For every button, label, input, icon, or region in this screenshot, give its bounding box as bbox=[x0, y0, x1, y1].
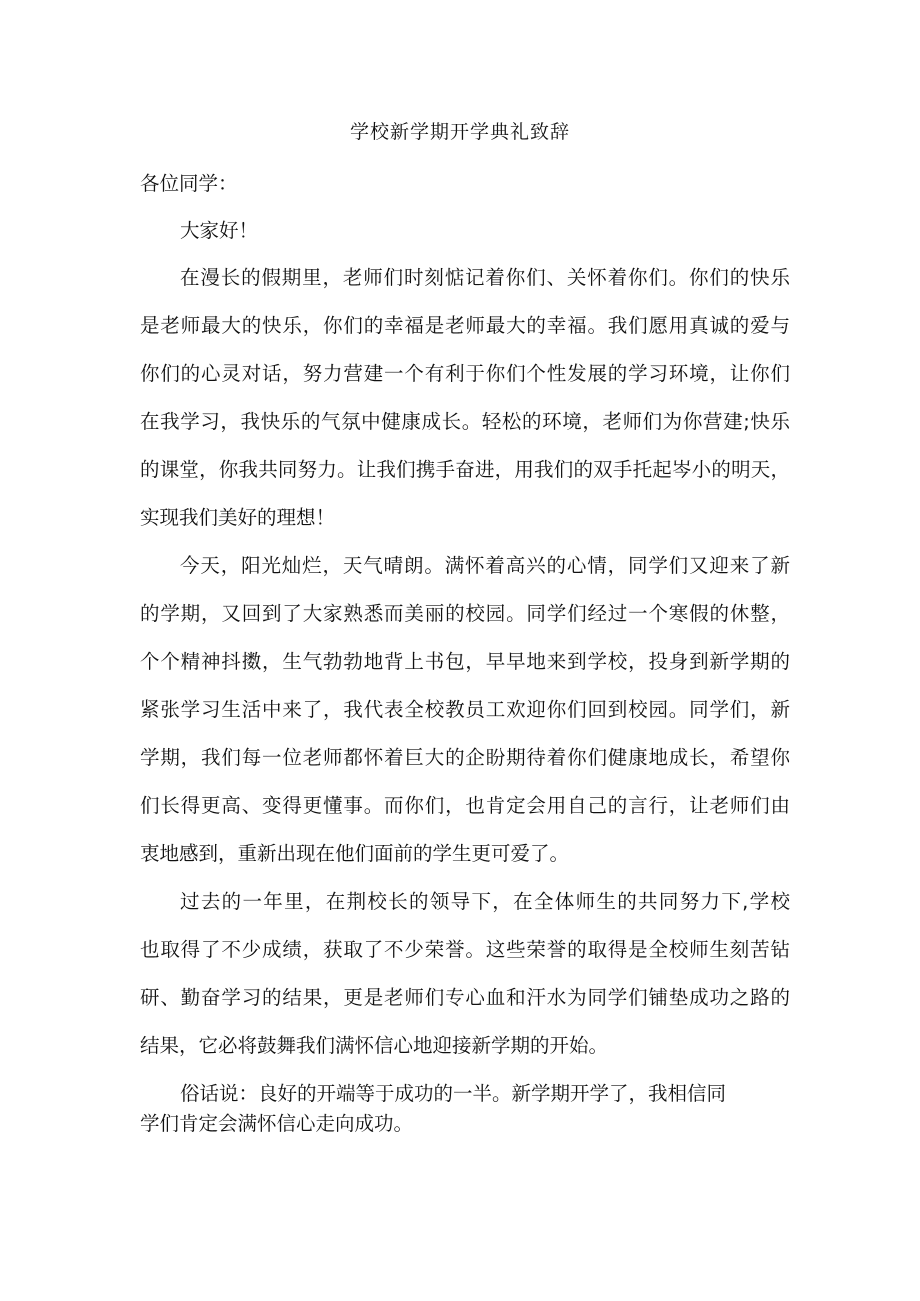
paragraph-line: 紧张学习生活中来了，我代表全校教员工欢迎你们回到校园。同学们，新 bbox=[140, 698, 790, 721]
paragraph-line: 研、勤奋学习的结果，更是老师们专心血和汗水为同学们铺垫成功之路的 bbox=[140, 986, 790, 1009]
paragraph-line: 结果，它必将鼓舞我们满怀信心地迎接新学期的开始。 bbox=[140, 1034, 609, 1057]
paragraph-line: 个个精神抖擞，生气勃勃地背上书包，早早地来到学校，投身到新学期的 bbox=[140, 650, 790, 673]
paragraph-line: 你们的心灵对话，努力营建一个有利于你们个性发展的学习环境，让你们 bbox=[140, 362, 790, 385]
paragraph-line: 今天，阳光灿烂，天气晴朗。满怀着高兴的心情，同学们又迎来了新 bbox=[180, 554, 790, 577]
paragraph-line: 过去的一年里，在荆校长的领导下，在全体师生的共同努力下,学校 bbox=[180, 890, 790, 913]
salutation: 各位同学： bbox=[140, 172, 238, 195]
paragraph-line: 的课堂，你我共同努力。让我们携手奋进，用我们的双手托起岑小的明天， bbox=[140, 458, 790, 481]
paragraph-line: 学们肯定会满怀信心走向成功。 bbox=[140, 1112, 414, 1135]
paragraph-line: 在我学习，我快乐的气氛中健康成长。轻松的环境，老师们为你营建;快乐 bbox=[140, 410, 790, 433]
paragraph-line: 是老师最大的快乐，你们的幸福是老师最大的幸福。我们愿用真诚的爱与 bbox=[140, 314, 790, 337]
paragraph-line: 们长得更高、变得更懂事。而你们，也肯定会用自己的言行，让老师们由 bbox=[140, 794, 790, 817]
paragraph-line: 的学期，又回到了大家熟悉而美丽的校园。同学们经过一个寒假的休整， bbox=[140, 602, 790, 625]
document-title: 学校新学期开学典礼致辞 bbox=[349, 121, 570, 143]
paragraph-line: 在漫长的假期里，老师们时刻惦记着你们、关怀着你们。你们的快乐 bbox=[180, 266, 790, 289]
paragraph-line: 实现我们美好的理想！ bbox=[140, 506, 336, 529]
paragraph-line: 学期，我们每一位老师都怀着巨大的企盼期待着你们健康地成长，希望你 bbox=[140, 746, 790, 769]
paragraph-line: 也取得了不少成绩，获取了不少荣誉。这些荣誉的取得是全校师生刻苦钻 bbox=[140, 938, 790, 961]
paragraph-line: 俗话说：良好的开端等于成功的一半。新学期开学了，我相信同 bbox=[180, 1082, 727, 1105]
greeting: 大家好！ bbox=[180, 219, 259, 242]
paragraph-line: 衷地感到，重新出现在他们面前的学生更可爱了。 bbox=[140, 842, 570, 865]
